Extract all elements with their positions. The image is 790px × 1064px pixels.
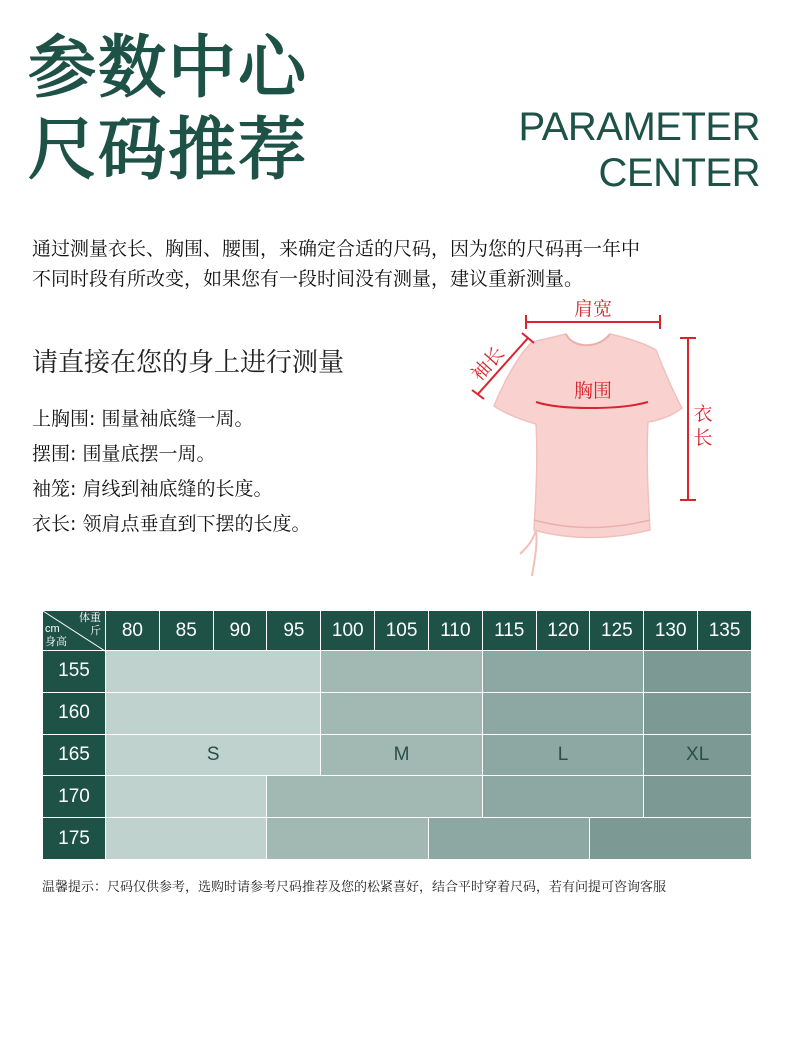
weight-header-cell: 90 xyxy=(213,611,267,651)
measurement-definitions xyxy=(32,402,310,542)
height-cell: 170 xyxy=(43,776,106,818)
definition-row xyxy=(32,472,310,507)
size-tip-note: 温馨提示：尺码仅供参考，选购时请参考尺码推荐及您的松紧喜好，结合平时穿着尺码，若有问提可咨询客服 xyxy=(42,880,667,895)
size-label-l: L xyxy=(482,734,643,776)
height-cell: 165 xyxy=(43,734,106,776)
size-cell-m xyxy=(267,818,428,860)
height-cell: 155 xyxy=(43,651,106,693)
tshirt-svg xyxy=(460,298,713,583)
height-cell: 175 xyxy=(43,818,106,860)
size-cell-xl xyxy=(590,818,752,860)
weight-header-cell: 115 xyxy=(482,611,536,651)
weight-header-cell: 80 xyxy=(106,611,160,651)
size-label-m: M xyxy=(321,734,482,776)
definition-row xyxy=(32,507,310,542)
table-row xyxy=(43,818,752,860)
size-cell-s xyxy=(106,692,321,734)
definition-term: 摆围: xyxy=(32,443,77,465)
size-cell-l xyxy=(482,692,643,734)
definition-row xyxy=(32,402,310,437)
shoulder-label: 肩宽 xyxy=(573,298,613,320)
definition-term: 衣长: xyxy=(32,513,77,535)
page-title xyxy=(28,28,308,192)
size-label-s: S xyxy=(106,734,321,776)
sleeve-label: 袖长 xyxy=(467,342,509,386)
size-cell-s xyxy=(106,651,321,693)
corner-height-label: cm 身高 xyxy=(45,623,67,648)
weight-header-cell: 100 xyxy=(321,611,375,651)
height-cell: 160 xyxy=(43,692,106,734)
size-recommendation-table xyxy=(42,610,752,860)
chest-label: 胸围 xyxy=(573,380,613,402)
weight-header-row xyxy=(43,611,752,651)
size-cell-xl xyxy=(644,651,752,693)
size-cell-m xyxy=(321,692,482,734)
definition-row xyxy=(32,437,310,472)
title-line-1: 参数中心 xyxy=(28,29,309,108)
english-title-line-1: PARAMETER xyxy=(518,105,760,149)
definition-desc: 领肩点垂直到下摆的长度。 xyxy=(82,513,311,535)
weight-header-cell: 105 xyxy=(375,611,429,651)
size-cell-m xyxy=(267,776,482,818)
weight-header-cell: 95 xyxy=(267,611,321,651)
size-label-xl: XL xyxy=(644,734,752,776)
weight-header-cell: 110 xyxy=(428,611,482,651)
english-title xyxy=(519,104,760,196)
size-cell-l xyxy=(428,818,589,860)
table-row xyxy=(43,692,752,734)
length-label-bottom: 长 xyxy=(693,427,713,449)
definition-desc: 肩线到袖底缝的长度。 xyxy=(82,478,273,500)
size-cell-l xyxy=(482,776,643,818)
intro-paragraph xyxy=(32,234,762,294)
size-cell-s xyxy=(106,818,267,860)
definition-term: 袖笼: xyxy=(32,478,77,500)
table-row xyxy=(43,651,752,693)
title-line-2: 尺码推荐 xyxy=(28,111,309,190)
weight-header-cell: 125 xyxy=(590,611,644,651)
size-cell-s xyxy=(106,776,267,818)
size-cell-xl xyxy=(644,776,752,818)
definition-term: 上胸围: xyxy=(32,408,96,430)
intro-line-2: 不同时段有所改变，如果您有一段时间没有测量，建议重新测量。 xyxy=(32,268,584,290)
tshirt-illustration xyxy=(494,334,682,538)
intro-line-1: 通过测量衣长、胸围、腰围，来确定合适的尺码，因为您的尺码再一年中 xyxy=(32,238,641,260)
measure-subheading: 请直接在您的身上进行测量 xyxy=(32,348,345,378)
weight-header-cell: 135 xyxy=(698,611,752,651)
definition-desc: 围量袖底缝一周。 xyxy=(101,408,254,430)
weight-header-cell: 130 xyxy=(644,611,698,651)
table-row xyxy=(43,776,752,818)
weight-header-cell: 85 xyxy=(159,611,213,651)
length-label-top: 衣 xyxy=(693,403,713,425)
english-title-line-2: CENTER xyxy=(598,151,760,195)
size-cell-m xyxy=(321,651,482,693)
definition-desc: 围量底摆一周。 xyxy=(82,443,216,465)
corner-weight-label: 体重 斤 xyxy=(79,612,101,637)
table-corner-cell xyxy=(43,611,106,651)
weight-header-cell: 120 xyxy=(536,611,590,651)
size-cell-l xyxy=(482,651,643,693)
tshirt-measure-diagram xyxy=(460,298,713,583)
table-row xyxy=(43,734,752,776)
size-cell-xl xyxy=(644,692,752,734)
